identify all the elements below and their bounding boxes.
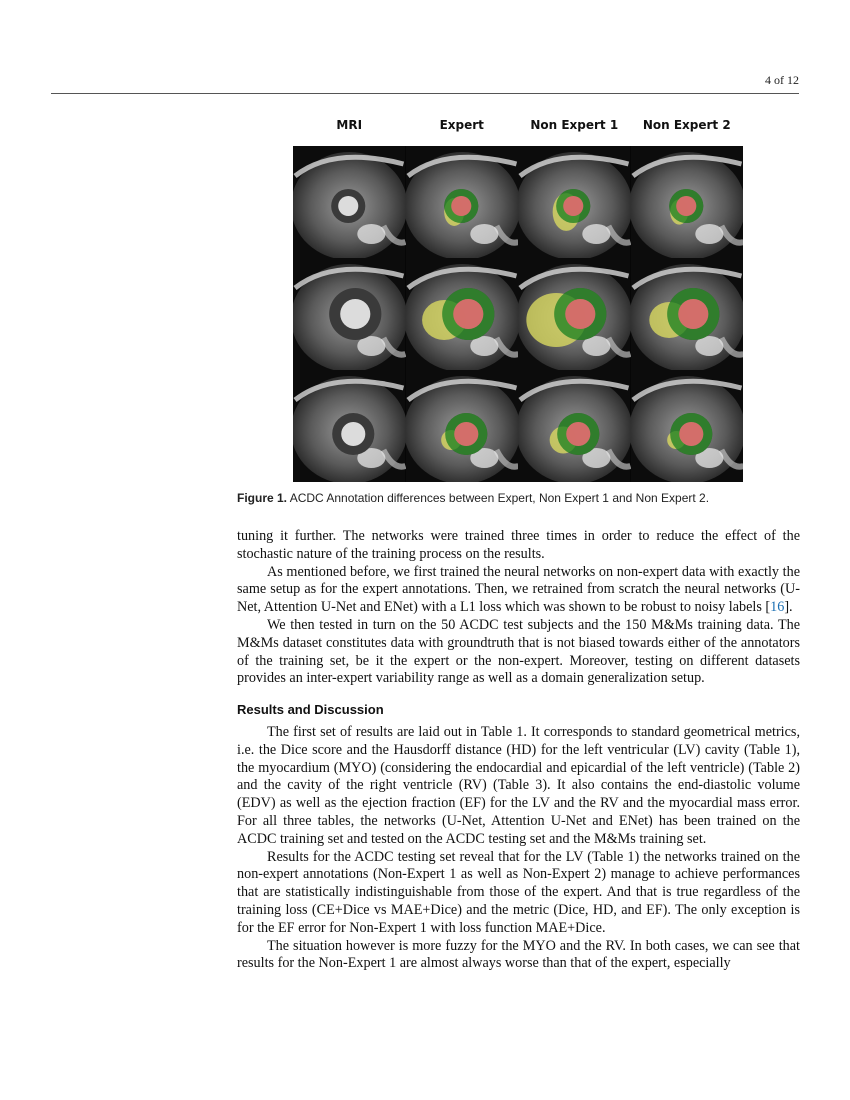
column-header-mri: MRI [336, 118, 363, 132]
citation-link[interactable]: 16 [770, 599, 785, 616]
mri-slice-r1-non-expert-1 [518, 146, 631, 258]
mri-slice-r2-non-expert-1 [518, 258, 631, 370]
paragraph-2 [237, 564, 800, 617]
figure-caption [237, 491, 800, 505]
mri-image-grid [293, 146, 743, 482]
body-text [237, 528, 800, 973]
paragraph-2-end: ]. [784, 599, 793, 616]
mri-slice-r2-non-expert-2 [631, 258, 744, 370]
mri-slice-r1-expert [406, 146, 519, 258]
figure-caption-label: Figure 1. [237, 491, 288, 505]
header-rule [51, 93, 799, 94]
mri-slice-r3-mri [293, 370, 406, 482]
page-number: 4 of 12 [765, 73, 799, 87]
paragraph-5: Results for the ACDC testing set reveal that for the LV (Table 1) the networks trained on the non-expert annotations (Non-Expert 1 as well as Non-Expert 2) manage to achieve performances that are statistically indistinguishable from those of the expert. And that is true regardless of the training loss (CE+Dice vs MAE+Dice) and the metric (Dice, HD, and EF). The only exception is for the EF error for Non-Expert 1 with loss function MAE+Dice. [237, 848, 800, 936]
mri-slice-r2-mri [293, 258, 406, 370]
column-header-non-expert-2: Non Expert 2 [642, 118, 731, 132]
column-header-non-expert-1: Non Expert 1 [530, 118, 619, 132]
paragraph-2-text: As mentioned before, we first trained the neural networks on non-expert data with exactly the same setup as for the expert annotations. Then, we retrained from scratch the neural networks (U-Net, Attention U-Net and ENet) with a L1 loss which was shown to be robust to noisy labels [ [237, 563, 800, 616]
mri-slice-r3-non-expert-2 [631, 370, 744, 482]
figure-caption-text: ACDC Annotation differences between Expert, Non Expert 1 and Non Expert 2. [289, 491, 710, 505]
figure-1 [293, 118, 743, 482]
mri-slice-r1-non-expert-2 [631, 146, 744, 258]
figure-column-headers [293, 118, 743, 138]
paragraph-6: The situation however is more fuzzy for the MYO and the RV. In both cases, we can see that results for the Non-Expert 1 are almost always worse than that of the expert, especially [237, 937, 800, 972]
paragraph-3: We then tested in turn on the 50 ACDC test subjects and the 150 M&Ms training data. The M&Ms dataset constitutes data with groundtruth that is not biased towards either of the annotators of the training set, be it the expert or the non-expert. Moreover, testing on different datasets provides an inter-expert variability range as well as a domain generalization setup. [237, 616, 800, 687]
paragraph-1: tuning it further. The networks were trained three times in order to reduce the effect of the stochastic nature of the training process on the results. [237, 528, 800, 562]
mri-slice-r2-expert [406, 258, 519, 370]
mri-slice-r1-mri [293, 146, 406, 258]
paragraph-4: The first set of results are laid out in Table 1. It corresponds to standard geometrical metrics, i.e. the Dice score and the Hausdorff distance (HD) for the left ventricular (LV) cavity (Table 1), the myocardium (MYO) (considering the endocardial and epicardial of the left ventricle) (Table 2) and the cavity of the right ventricle (RV) (Table 3). It also contains the end-diastolic volume (EDV) as well as the ejection fraction (EF) for the LV and the RV and the myocardial mass error. For all three tables, the networks (U-Net, Attention U-Net and ENet) has been trained on the ACDC training set and tested on the ACDC testing set and the M&Ms training set. [237, 723, 800, 847]
mri-slice-r3-expert [406, 370, 519, 482]
column-header-expert: Expert [439, 118, 484, 132]
mri-slice-r3-non-expert-1 [518, 370, 631, 482]
section-heading-results: Results and Discussion [237, 702, 384, 718]
